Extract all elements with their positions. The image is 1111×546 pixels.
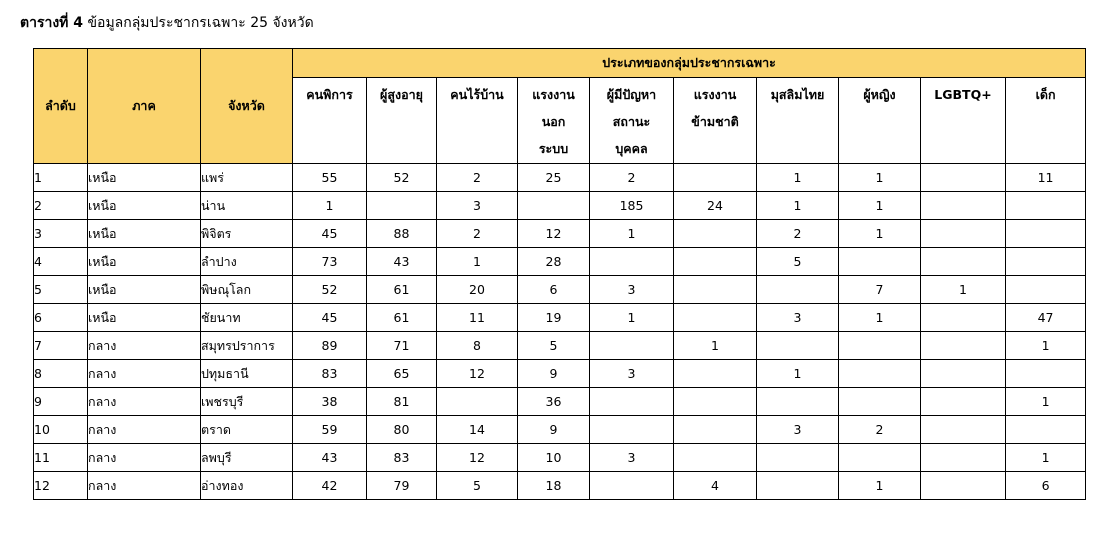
cell-value: 12	[437, 360, 518, 388]
cell-value: 81	[367, 388, 437, 416]
cell-value: 19	[518, 304, 590, 332]
cell-value	[839, 332, 921, 360]
cell-value	[590, 388, 674, 416]
cell-value: 3	[437, 192, 518, 220]
cell-value: 1	[293, 192, 367, 220]
cell-value: 83	[293, 360, 367, 388]
cell-value: 6	[1006, 472, 1086, 500]
header-order: ลำดับ	[34, 49, 88, 164]
cell-value	[674, 444, 757, 472]
cell-value: 5	[437, 472, 518, 500]
header-group-title: ประเภทของกลุ่มประชากรเฉพาะ	[293, 49, 1086, 78]
cell-value	[1006, 276, 1086, 304]
header-category	[590, 78, 674, 164]
cell-value: 18	[518, 472, 590, 500]
header-category-line: เด็ก	[1035, 87, 1056, 102]
cell-province: ปทุมธานี	[201, 360, 293, 388]
cell-region: เหนือ	[88, 192, 201, 220]
cell-province: แพร่	[201, 164, 293, 192]
cell-value	[590, 332, 674, 360]
cell-region: กลาง	[88, 444, 201, 472]
cell-value: 14	[437, 416, 518, 444]
cell-value: 1	[1006, 332, 1086, 360]
cell-value	[674, 304, 757, 332]
cell-value	[1006, 416, 1086, 444]
cell-region: เหนือ	[88, 304, 201, 332]
cell-value: 9	[518, 360, 590, 388]
cell-value: 1	[839, 472, 921, 500]
cell-order: 5	[34, 276, 88, 304]
table-body	[34, 164, 1086, 500]
header-category-line: ผู้หญิง	[863, 87, 896, 102]
population-table	[33, 48, 1086, 500]
cell-order: 12	[34, 472, 88, 500]
cell-order: 11	[34, 444, 88, 472]
cell-value: 11	[437, 304, 518, 332]
cell-province: สมุทรปราการ	[201, 332, 293, 360]
header-category	[839, 78, 921, 164]
table-row	[34, 472, 1086, 500]
cell-region: กลาง	[88, 360, 201, 388]
cell-value: 12	[518, 220, 590, 248]
header-province: จังหวัด	[201, 49, 293, 164]
cell-value: 6	[518, 276, 590, 304]
cell-value: 1	[590, 304, 674, 332]
cell-value: 12	[437, 444, 518, 472]
table-row	[34, 192, 1086, 220]
header-category-line: บุคคล	[615, 141, 648, 156]
cell-value: 1	[839, 220, 921, 248]
cell-value: 43	[293, 444, 367, 472]
cell-value	[674, 248, 757, 276]
header-category	[1006, 78, 1086, 164]
table-row	[34, 164, 1086, 192]
cell-province: ตราด	[201, 416, 293, 444]
cell-region: เหนือ	[88, 276, 201, 304]
cell-order: 10	[34, 416, 88, 444]
cell-value: 45	[293, 304, 367, 332]
header-category-line: นอก	[541, 114, 566, 129]
table-row	[34, 444, 1086, 472]
cell-value: 3	[590, 276, 674, 304]
header-category	[518, 78, 590, 164]
cell-order: 9	[34, 388, 88, 416]
cell-value	[590, 248, 674, 276]
cell-value	[839, 360, 921, 388]
cell-value	[921, 416, 1006, 444]
header-category-line: คนไร้บ้าน	[450, 87, 504, 102]
cell-value: 1	[757, 360, 839, 388]
cell-value: 5	[518, 332, 590, 360]
cell-province: ลำปาง	[201, 248, 293, 276]
header-category-line: ระบบ	[538, 141, 569, 156]
cell-value	[674, 276, 757, 304]
cell-value	[839, 444, 921, 472]
cell-value: 43	[367, 248, 437, 276]
caption-label: ตารางที่ 4	[20, 15, 84, 31]
cell-value	[590, 472, 674, 500]
header-category-line: สถานะ	[612, 114, 651, 129]
cell-value: 25	[518, 164, 590, 192]
cell-province: อ่างทอง	[201, 472, 293, 500]
cell-value: 10	[518, 444, 590, 472]
cell-region: กลาง	[88, 388, 201, 416]
cell-province: เพชรบุรี	[201, 388, 293, 416]
cell-region: กลาง	[88, 332, 201, 360]
cell-province: พิษณุโลก	[201, 276, 293, 304]
cell-value: 42	[293, 472, 367, 500]
cell-value: 45	[293, 220, 367, 248]
table-row	[34, 276, 1086, 304]
cell-province: ลพบุรี	[201, 444, 293, 472]
cell-value: 1	[839, 192, 921, 220]
table-row	[34, 220, 1086, 248]
cell-value	[674, 360, 757, 388]
header-category-line: ผู้สูงอายุ	[380, 87, 423, 102]
cell-value: 9	[518, 416, 590, 444]
cell-value: 2	[590, 164, 674, 192]
cell-value: 1	[437, 248, 518, 276]
cell-value: 8	[437, 332, 518, 360]
cell-value: 20	[437, 276, 518, 304]
cell-value	[437, 388, 518, 416]
table-row	[34, 304, 1086, 332]
table-row	[34, 416, 1086, 444]
cell-value: 185	[590, 192, 674, 220]
cell-order: 3	[34, 220, 88, 248]
cell-value: 5	[757, 248, 839, 276]
cell-value: 3	[590, 444, 674, 472]
cell-value: 73	[293, 248, 367, 276]
table-row	[34, 248, 1086, 276]
cell-region: เหนือ	[88, 248, 201, 276]
cell-value	[757, 472, 839, 500]
table-row	[34, 388, 1086, 416]
cell-value: 11	[1006, 164, 1086, 192]
cell-value: 83	[367, 444, 437, 472]
cell-order: 7	[34, 332, 88, 360]
cell-value: 3	[590, 360, 674, 388]
cell-value: 2	[757, 220, 839, 248]
cell-value	[921, 164, 1006, 192]
cell-value: 65	[367, 360, 437, 388]
cell-value: 1	[590, 220, 674, 248]
cell-value	[674, 388, 757, 416]
cell-value	[921, 248, 1006, 276]
cell-value: 79	[367, 472, 437, 500]
header-category	[757, 78, 839, 164]
cell-value: 1	[757, 164, 839, 192]
cell-value: 52	[367, 164, 437, 192]
table-row	[34, 360, 1086, 388]
cell-value: 1	[839, 164, 921, 192]
cell-value: 3	[757, 416, 839, 444]
header-category-line: ข้ามชาติ	[691, 114, 739, 129]
cell-value: 2	[437, 164, 518, 192]
cell-value: 52	[293, 276, 367, 304]
cell-value: 1	[757, 192, 839, 220]
cell-value	[1006, 220, 1086, 248]
cell-region: กลาง	[88, 416, 201, 444]
header-category	[437, 78, 518, 164]
cell-value: 47	[1006, 304, 1086, 332]
cell-value	[921, 388, 1006, 416]
cell-province: พิจิตร	[201, 220, 293, 248]
cell-order: 2	[34, 192, 88, 220]
header-category-line: มุสลิมไทย	[770, 87, 825, 102]
header-category-line: LGBTQ+	[934, 87, 992, 102]
cell-order: 4	[34, 248, 88, 276]
cell-value	[1006, 360, 1086, 388]
header-category-line: คนพิการ	[306, 87, 353, 102]
cell-value: 71	[367, 332, 437, 360]
header-region: ภาค	[88, 49, 201, 164]
cell-value: 61	[367, 276, 437, 304]
cell-value	[1006, 192, 1086, 220]
cell-value: 3	[757, 304, 839, 332]
cell-value	[921, 360, 1006, 388]
header-row-group	[34, 49, 1086, 78]
header-category-line: แรงงาน	[532, 87, 575, 102]
cell-region: เหนือ	[88, 164, 201, 192]
cell-value	[674, 164, 757, 192]
cell-value: 2	[839, 416, 921, 444]
cell-value	[757, 332, 839, 360]
header-category-line: ผู้มีปัญหา	[606, 87, 657, 102]
cell-order: 8	[34, 360, 88, 388]
cell-value: 28	[518, 248, 590, 276]
cell-value	[1006, 248, 1086, 276]
cell-value: 1	[921, 276, 1006, 304]
table-caption	[20, 12, 314, 34]
cell-value	[757, 388, 839, 416]
cell-province: ชัยนาท	[201, 304, 293, 332]
cell-value: 1	[1006, 444, 1086, 472]
cell-value	[757, 444, 839, 472]
cell-region: เหนือ	[88, 220, 201, 248]
table-row	[34, 332, 1086, 360]
cell-value: 38	[293, 388, 367, 416]
cell-region: กลาง	[88, 472, 201, 500]
cell-value	[921, 192, 1006, 220]
cell-value: 1	[674, 332, 757, 360]
cell-value	[674, 416, 757, 444]
cell-order: 6	[34, 304, 88, 332]
cell-value	[921, 304, 1006, 332]
cell-value: 55	[293, 164, 367, 192]
cell-value	[590, 416, 674, 444]
header-category-line: แรงงาน	[693, 87, 737, 102]
cell-value	[839, 388, 921, 416]
cell-value: 1	[1006, 388, 1086, 416]
cell-value: 36	[518, 388, 590, 416]
cell-value	[757, 276, 839, 304]
cell-value	[921, 220, 1006, 248]
cell-value: 89	[293, 332, 367, 360]
cell-value	[367, 192, 437, 220]
cell-value	[921, 332, 1006, 360]
cell-value	[921, 472, 1006, 500]
cell-value: 1	[839, 304, 921, 332]
cell-value	[674, 220, 757, 248]
caption-text: ข้อมูลกลุ่มประชากรเฉพาะ 25 จังหวัด	[83, 15, 314, 31]
cell-value	[921, 444, 1006, 472]
cell-value: 59	[293, 416, 367, 444]
cell-order: 1	[34, 164, 88, 192]
header-category	[293, 78, 367, 164]
header-category	[367, 78, 437, 164]
cell-value: 4	[674, 472, 757, 500]
cell-value: 61	[367, 304, 437, 332]
cell-value: 24	[674, 192, 757, 220]
header-category	[674, 78, 757, 164]
cell-province: น่าน	[201, 192, 293, 220]
cell-value: 88	[367, 220, 437, 248]
cell-value: 80	[367, 416, 437, 444]
cell-value: 7	[839, 276, 921, 304]
cell-value	[518, 192, 590, 220]
cell-value	[839, 248, 921, 276]
cell-value: 2	[437, 220, 518, 248]
header-category	[921, 78, 1006, 164]
